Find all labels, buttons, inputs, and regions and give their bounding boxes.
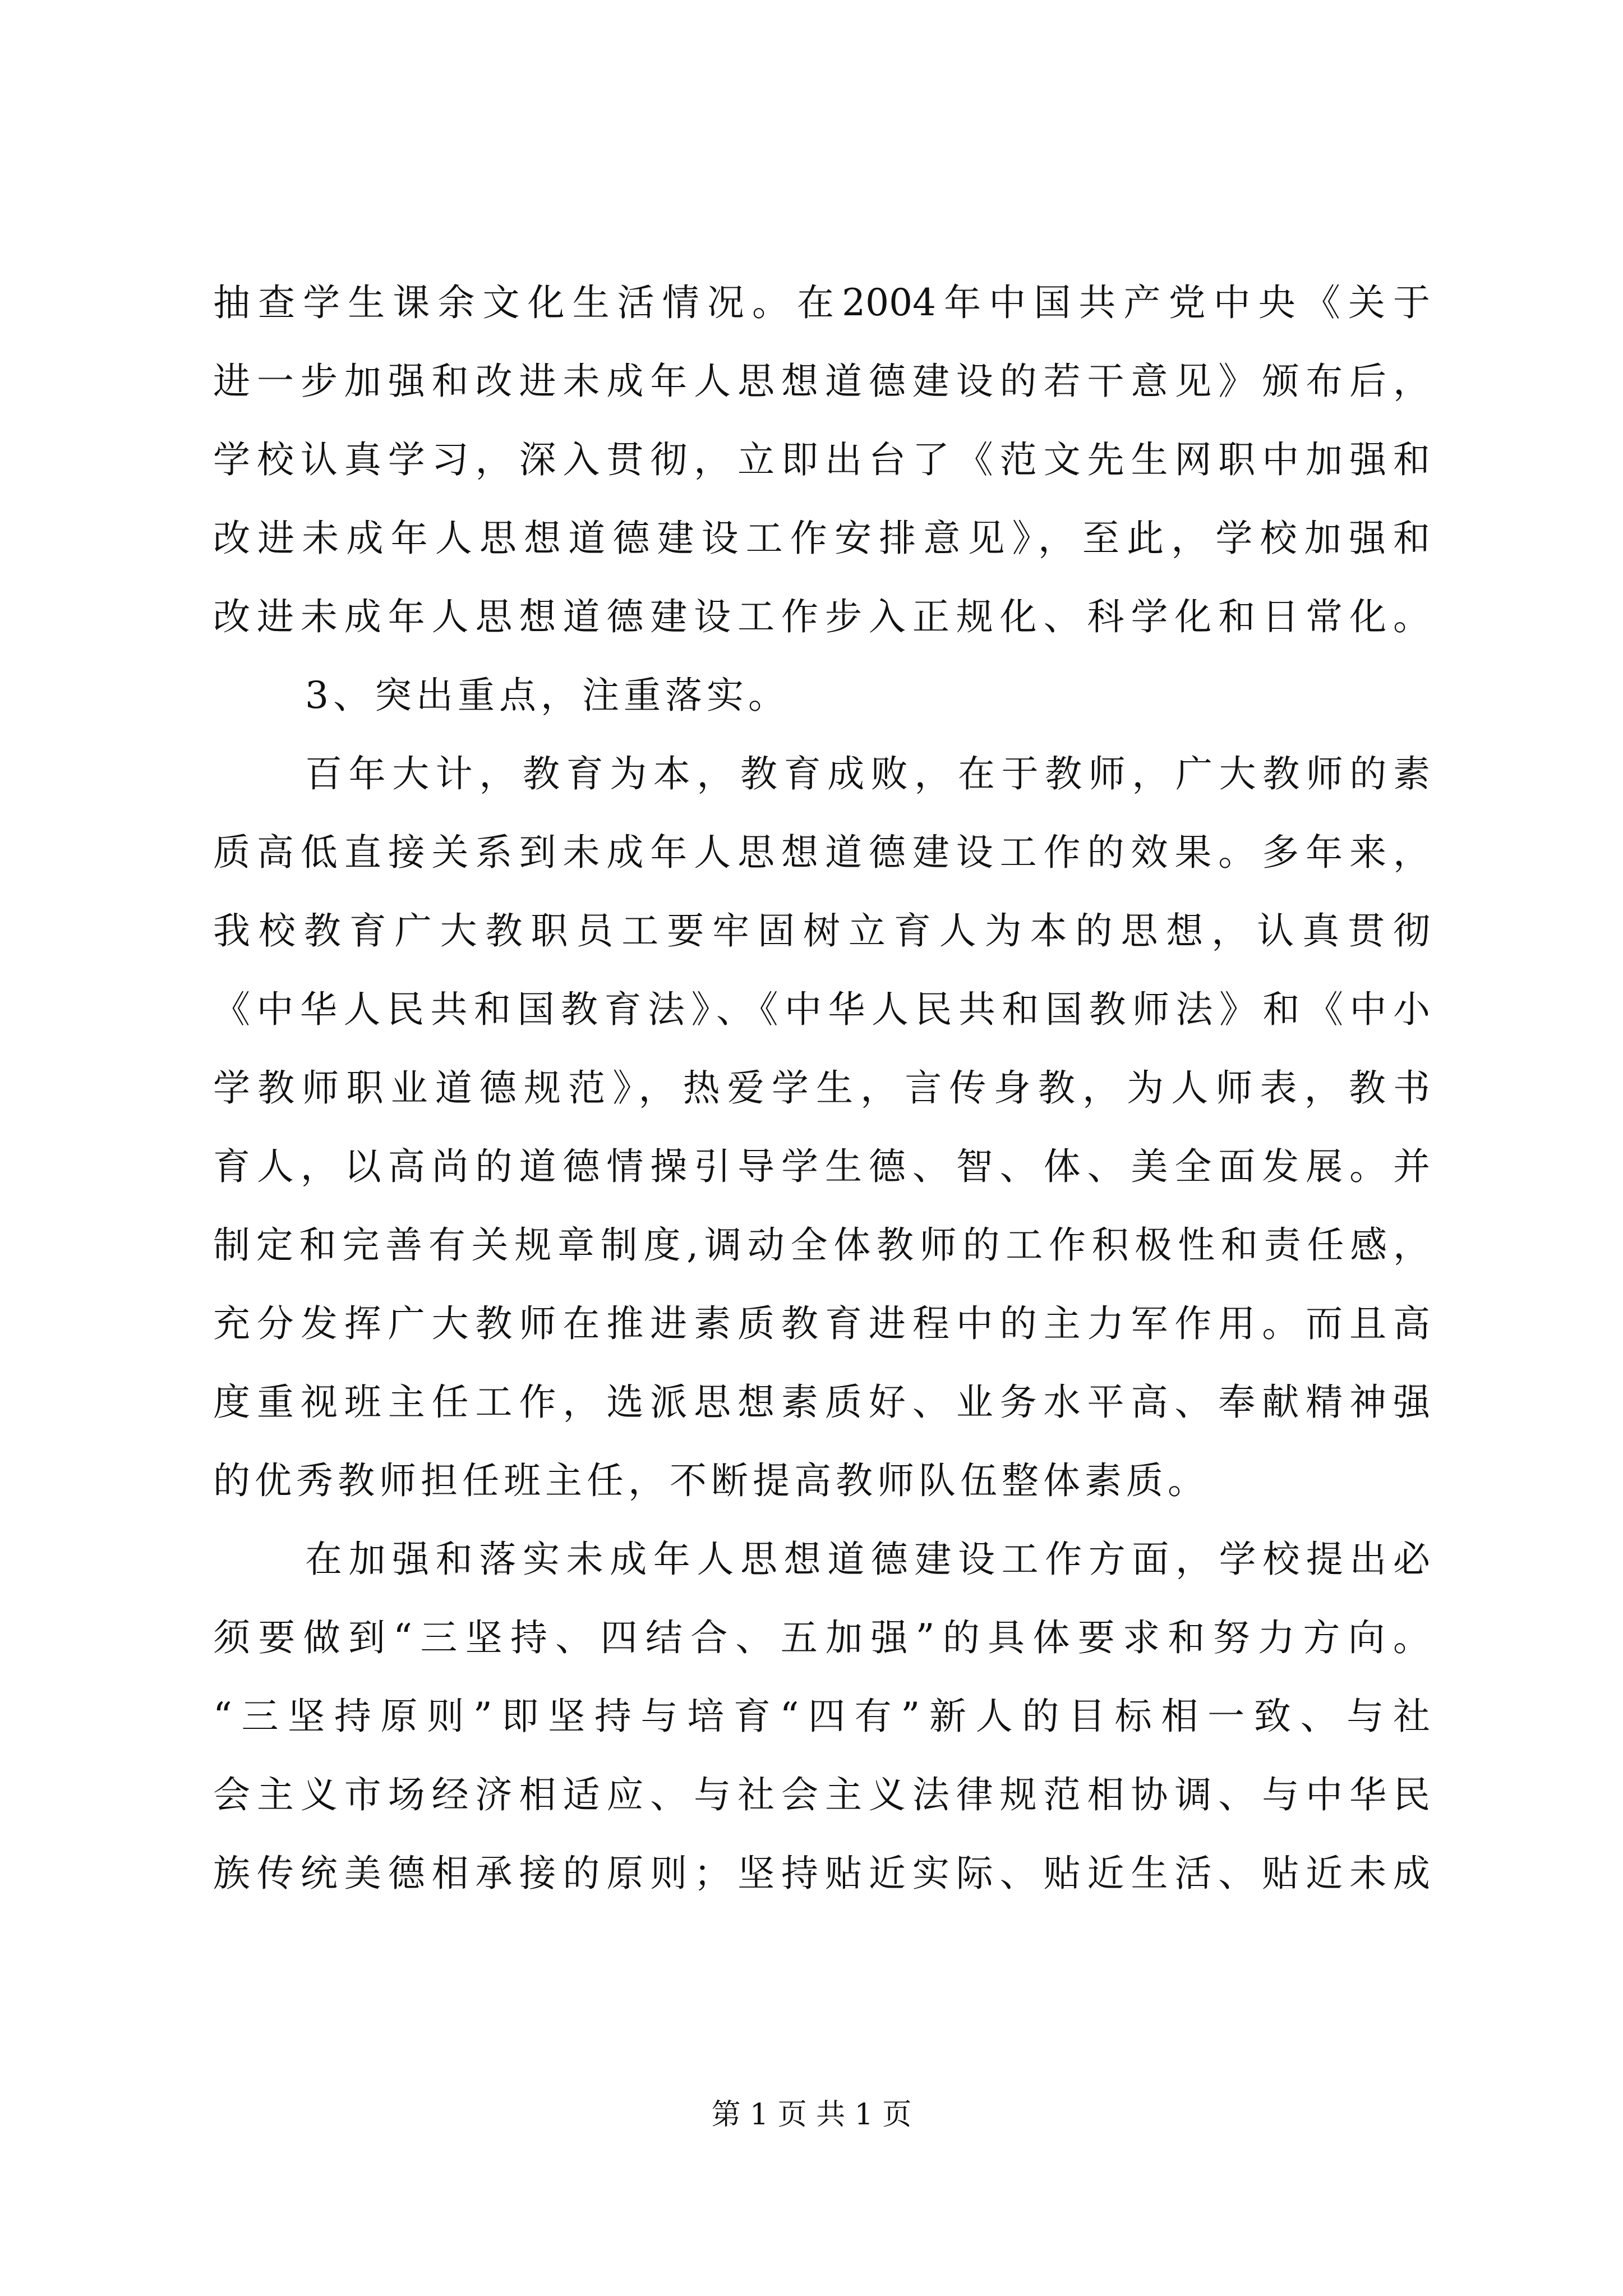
text-line: 《中华人民共和国教育法》、《中华人民共和国教师法》和《中小 (213, 988, 1430, 1031)
document-body (213, 264, 1430, 1913)
page-number-footer: 第 1 页 共 1 页 (711, 2098, 912, 2132)
text-line: 充分发挥广大教师在推进素质教育进程中的主力军作用。而且高 (213, 1302, 1430, 1345)
text-line: 学校认真学习，深入贯彻，立即出台了《范文先生网职中加强和 (213, 438, 1430, 481)
text-line: 学教师职业道德规范》，热爱学生，言传身教，为人师表，教书 (213, 1066, 1430, 1110)
paragraph-end-line: 改进未成年人思想道德建设工作步入正规化、科学化和日常化。 (213, 595, 1430, 638)
text-line: 度重视班主任工作，选派思想素质好、业务水平高、奉献精神强 (213, 1381, 1430, 1424)
paragraph-end-line: 的优秀教师担任班主任，不断提高教师队伍整体素质。 (213, 1459, 1209, 1502)
text-line: 进一步加强和改进未成年人思想道德建设的若干意见》颁布后， (213, 360, 1430, 403)
text-line: 须要做到“三坚持、四结合、五加强”的具体要求和努力方向。 (213, 1616, 1430, 1659)
text-line: 改进未成年人思想道德建设工作安排意见》，至此，学校加强和 (213, 517, 1430, 560)
text-line: 制定和完善有关规章制度,调动全体教师的工作积极性和责任感， (213, 1223, 1430, 1267)
text-line: 会主义市场经济相适应、与社会主义法律规范相协调、与中华民 (213, 1773, 1430, 1816)
text-line: 质高低直接关系到未成年人思想道德建设工作的效果。多年来， (213, 831, 1430, 874)
text-line: “三坚持原则”即坚持与培育“四有”新人的目标相一致、与社 (213, 1695, 1430, 1738)
paragraph-first-line: 百年大计，教育为本，教育成败，在于教师，广大教师的素 (305, 752, 1430, 795)
section-heading: 3、突出重点，注重落实。 (305, 674, 790, 717)
paragraph-first-line: 在加强和落实未成年人思想道德建设工作方面，学校提出必 (305, 1538, 1430, 1581)
text-line: 我校教育广大教职员工要牢固树立育人为本的思想，认真贯彻 (213, 909, 1430, 953)
text-line: 育人，以高尚的道德情操引导学生德、智、体、美全面发展。并 (213, 1145, 1430, 1188)
text-line: 抽查学生课余文化生活情况。在2004年中国共产党中央《关于 (213, 281, 1430, 324)
text-line: 族传统美德相承接的原则；坚持贴近实际、贴近生活、贴近未成 (213, 1852, 1430, 1895)
